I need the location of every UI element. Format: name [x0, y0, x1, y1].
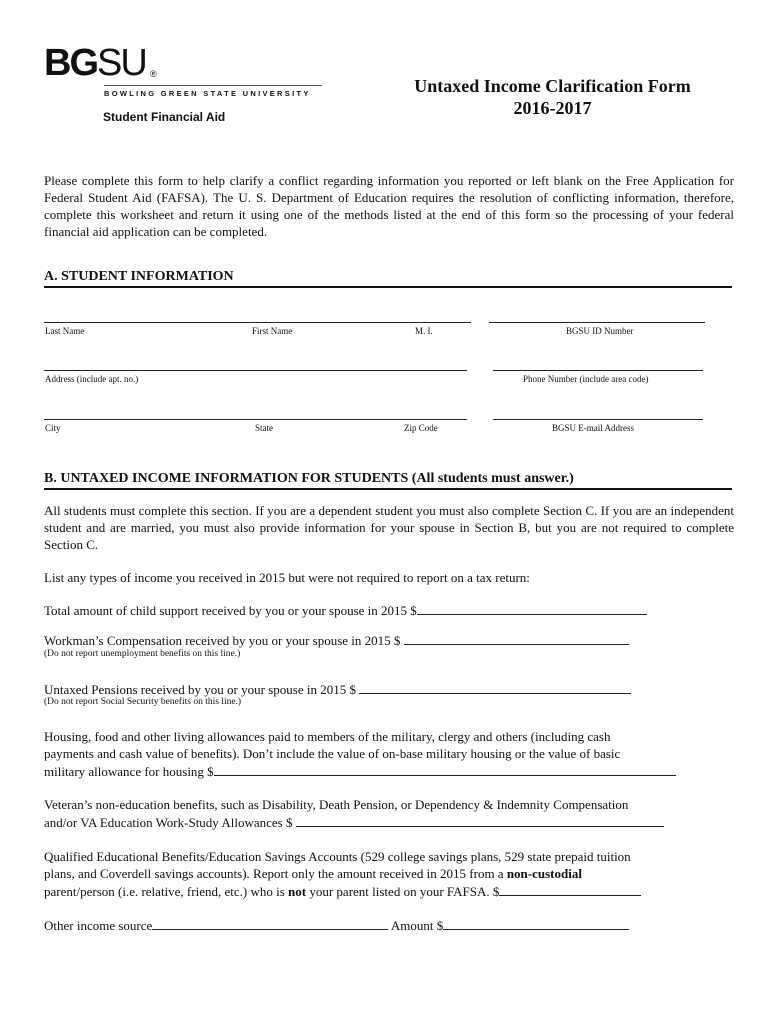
section-a-rule: [44, 286, 732, 288]
first-name-label: First Name: [252, 326, 293, 336]
qualified-line2: [44, 865, 744, 882]
other-amount-field[interactable]: [443, 916, 629, 930]
qualified-field[interactable]: [499, 882, 641, 896]
pensions-row: [44, 680, 744, 698]
intro-paragraph: Please complete this form to help clarify a conflict regarding information you reported or left blank on the Free Application for Federal Student Aid (FAFSA). The U. S. Department of Education requires the resolution of conflicting information, therefore, complete this worksheet and return it using one of the methods listed at the end of this form so the processing of your federal financial aid application can be completed.: [44, 173, 734, 239]
non-custodial-emphasis: non-custodial: [506, 866, 582, 881]
veteran-row: [44, 813, 744, 831]
state-label: State: [255, 423, 273, 433]
form-title-year: 2016-2017: [513, 98, 592, 118]
pensions-note: (Do not report Social Security benefits on this line.): [44, 697, 242, 707]
university-name: BOWLING GREEN STATE UNIVERSITY: [104, 89, 311, 98]
bgsu-id-label: BGSU ID Number: [566, 326, 634, 336]
housing-label: military allowance for housing $: [44, 764, 214, 779]
list-intro: List any types of income you received in 2015 but were not required to report on a tax return:: [44, 570, 530, 585]
other-source-label: Other income source: [44, 918, 153, 933]
section-a-heading: A. STUDENT INFORMATION: [44, 269, 234, 284]
veteran-label: and/or VA Education Work-Study Allowances $: [44, 815, 296, 830]
housing-line1: Housing, food and other living allowances paid to members of the military, clergy and others (including cash: [44, 729, 611, 744]
section-b-heading: B. UNTAXED INCOME INFORMATION FOR STUDENTS (All students must answer.): [44, 471, 574, 486]
section-b-rule: [44, 488, 732, 490]
other-source-field[interactable]: [152, 916, 388, 930]
child-support-label: Total amount of child support received by you or your spouse in 2015 $: [44, 603, 417, 618]
logo-light-part: SU: [97, 42, 146, 84]
child-support-field[interactable]: [417, 601, 647, 615]
bgsu-logo: [44, 44, 146, 82]
last-name-label: Last Name: [45, 326, 85, 336]
veteran-field[interactable]: [296, 813, 664, 827]
qualified-text-c: your parent listed on your FAFSA. $: [306, 884, 500, 899]
registered-mark: ®: [150, 69, 157, 79]
not-emphasis: not: [288, 884, 307, 899]
mi-label: M. I.: [415, 326, 433, 336]
pensions-field[interactable]: [359, 680, 631, 694]
logo-bold-part: BG: [44, 42, 97, 84]
workmans-comp-label: Workman’s Compensation received by you or your spouse in 2015 $: [44, 633, 404, 648]
city-label: City: [45, 423, 61, 433]
qualified-row: [44, 882, 744, 900]
other-amount-label: Amount $: [388, 918, 444, 933]
email-label: BGSU E-mail Address: [552, 423, 634, 433]
housing-line2: payments and cash value of benefits). Don’t include the value of on-base military housing or the value of basic: [44, 746, 621, 761]
qualified-text-b: parent/person (i.e. relative, friend, etc.) who is: [44, 884, 289, 899]
form-title: [380, 75, 725, 119]
housing-row: [44, 762, 744, 780]
qualified-text-a: plans, and Coverdell savings accounts). Report only the amount received in 2015 from a: [44, 866, 507, 881]
workmans-comp-row: [44, 631, 744, 649]
workmans-comp-note: (Do not report unemployment benefits on this line.): [44, 649, 241, 659]
phone-label: Phone Number (include area code): [523, 374, 649, 384]
housing-field[interactable]: [214, 762, 676, 776]
child-support-row: [44, 601, 744, 619]
qualified-line1: Qualified Educational Benefits/Education Savings Accounts (529 college savings plans, 529 state prepaid tuition: [44, 849, 631, 864]
bgsu-id-line[interactable]: [489, 322, 705, 323]
address-label: Address (include apt. no.): [45, 374, 139, 384]
zip-label: Zip Code: [404, 423, 438, 433]
city-state-zip-line[interactable]: [44, 419, 467, 420]
logo-divider: [104, 85, 322, 86]
address-line[interactable]: [44, 370, 467, 371]
other-income-row: [44, 916, 744, 934]
section-b-intro: All students must complete this section. If you are a dependent student you must also complete Section C. If you are an independent student and are married, you must also provide information for your spouse in Section B, but you are not required to complete Section C.: [44, 503, 734, 552]
name-line[interactable]: [44, 322, 471, 323]
workmans-comp-field[interactable]: [404, 631, 629, 645]
veteran-line1: Veteran’s non-education benefits, such as Disability, Death Pension, or Dependency & Indemnity Compensation: [44, 797, 629, 812]
department-name: Student Financial Aid: [103, 110, 226, 124]
phone-line[interactable]: [493, 370, 703, 371]
form-title-line1: Untaxed Income Clarification Form: [414, 76, 691, 96]
pensions-label: Untaxed Pensions received by you or your spouse in 2015 $: [44, 682, 360, 697]
email-line[interactable]: [493, 419, 703, 420]
